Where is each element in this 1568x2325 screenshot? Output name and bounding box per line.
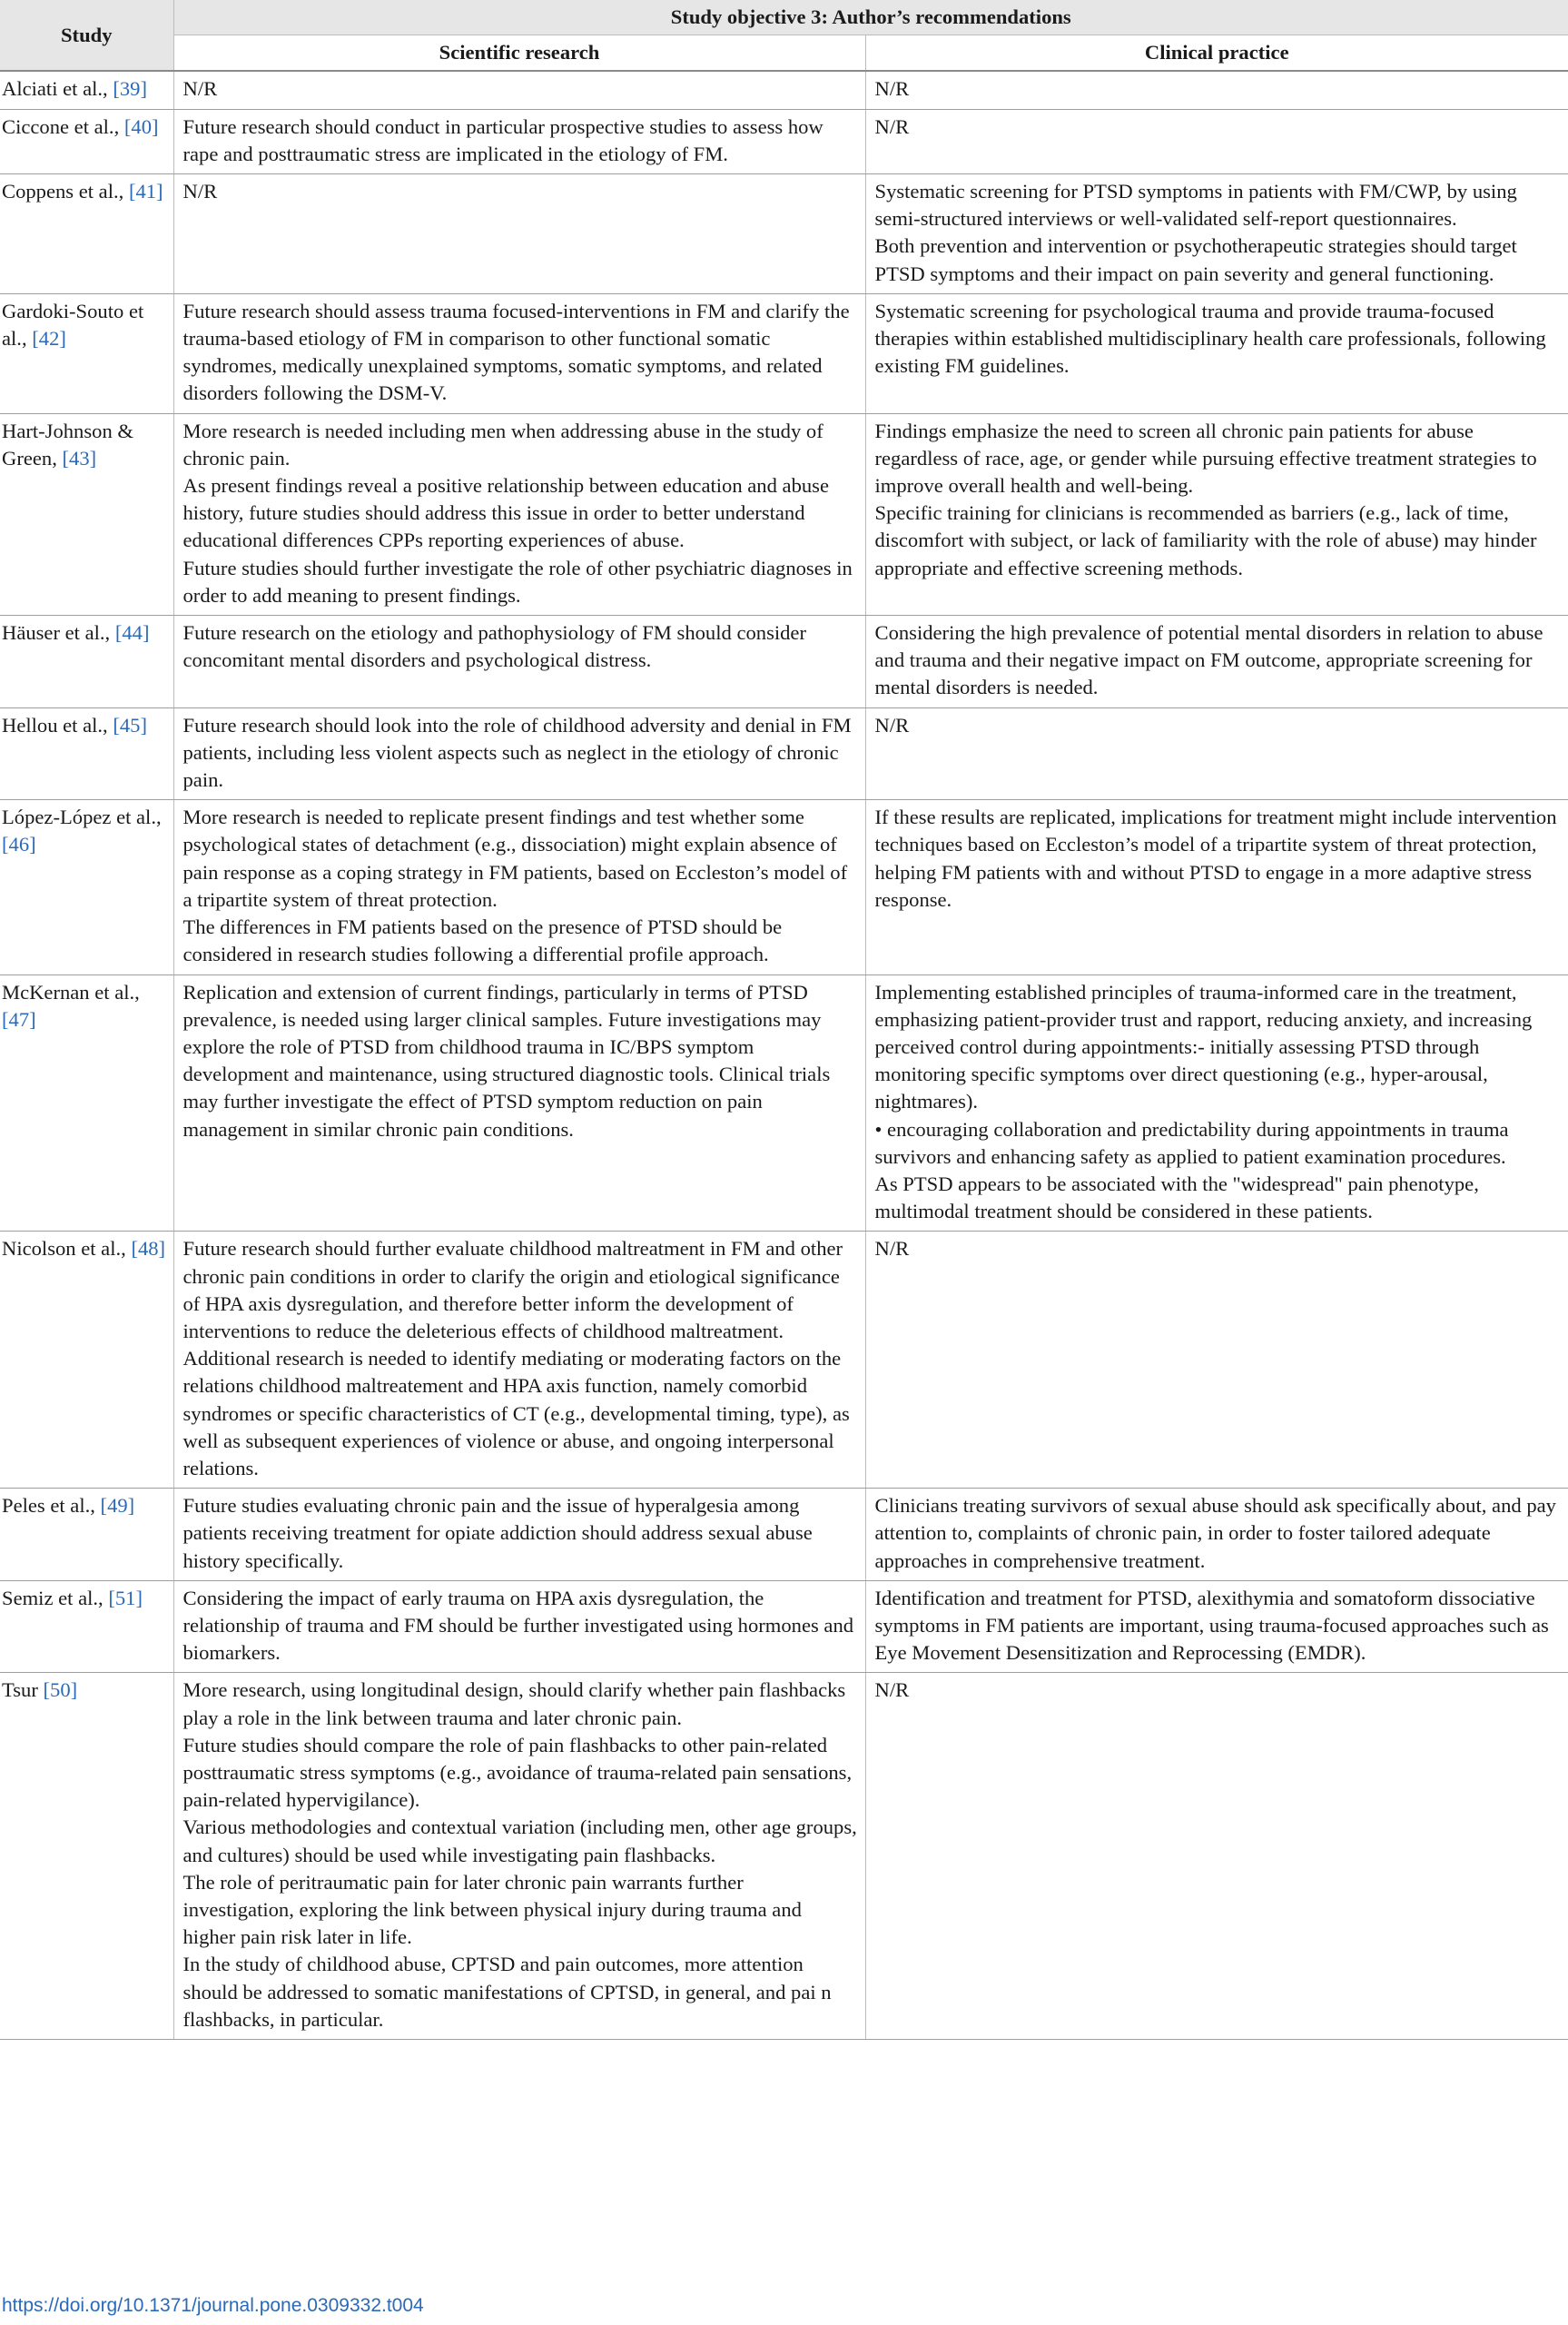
study-cell [0,1580,173,1673]
reference-link[interactable]: [48] [131,1237,166,1261]
recommendation-text: Various methodologies and contextual variation (including men, other age groups, and cultures) should be used while investigating pain flashbacks. [182,1815,857,1866]
scientific-research-cell [173,707,865,800]
study-name: Coppens et al., [2,180,129,203]
study-name: Gardoki-Souto et al., [2,299,144,351]
study-cell [0,1489,173,1581]
study-cell [0,413,173,615]
recommendation-text: Clinicians treating survivors of sexual abuse should ask specifically about, and pay attention to, complaints of chronic pain, in order to foster tailored adequate approaches in comprehensive treatment. [874,1494,1556,1572]
table-row [0,71,1568,109]
reference-link[interactable]: [44] [114,621,150,645]
recommendation-text: Future research should further evaluate childhood maltreatment in FM and other chronic pain conditions in order to clarify the origin and etiological significance of HPA axis dysregulation, and therefore better inform the development of interventions to reduce the deleterious effects of childhood maltreatment. [182,1237,843,1342]
study-name: Hellou et al., [2,713,113,737]
recommendation-text: Replication and extension of current findings, particularly in terms of PTSD prevalence, is needed using larger clinical samples. Future investigations may explore the role of PTSD from childhood trauma in IC/BPS symptom development and maintenance, using structured diagnostic tools. Clinical trials may further investigate the effect of PTSD symptom reduction on pain management in similar chronic pain conditions. [182,980,831,1141]
scientific-research-cell [173,800,865,975]
study-cell [0,800,173,975]
recommendation-text: Considering the high prevalence of potential mental disorders in relation to abuse and trauma and their negative impact on FM outcome, appropriate screening for mental disorders is needed. [874,621,1543,699]
study-name: Nicolson et al., [2,1237,132,1261]
reference-link[interactable]: [39] [113,77,147,101]
study-name: López-López et al., [2,806,162,829]
scientific-research-cell [173,293,865,413]
table-row [0,174,1568,294]
study-cell [0,975,173,1232]
table-row [0,975,1568,1232]
recommendation-text: More research is needed to replicate present findings and test whether some psychological states of detachment (e.g., dissociation) might explain absence of pain response as a coping strategy in FM patients, based on Eccleston’s model of a tripartite system of threat protection. [182,806,848,911]
clinical-practice-header: Clinical practice [865,35,1568,72]
recommendation-text: The role of peritraumatic pain for later chronic pain warrants further investigation, exploring the link between physical injury during trauma and higher pain risk later in life. [182,1870,802,1949]
clinical-practice-cell [865,1489,1568,1581]
clinical-practice-cell [865,1673,1568,2040]
study-name: Semiz et al., [2,1586,109,1609]
clinical-practice-cell [865,616,1568,708]
reference-link[interactable]: [51] [108,1586,143,1609]
table-row [0,1673,1568,2040]
reference-link[interactable]: [43] [62,446,97,470]
reference-link[interactable]: [45] [113,713,148,737]
recommendation-text: Future research should assess trauma focused-interventions in FM and clarify the trauma-based etiology of FM in comparison to other functional somatic syndromes, medically unexplained symptoms, somatic symptoms, and related disorders following the DSM-V. [182,299,850,405]
scientific-research-header: Scientific research [173,35,865,72]
study-cell [0,1232,173,1489]
table-body [0,71,1568,2039]
clinical-practice-cell [865,413,1568,615]
study-cell [0,1673,173,2040]
table-row [0,707,1568,800]
study-cell [0,71,173,109]
recommendation-text: As present findings reveal a positive relationship between education and abuse history, future studies should address this issue in order to better understand educational differences CPPs reporting experiences of abuse. [182,474,829,552]
table-row [0,616,1568,708]
scientific-research-cell [173,109,865,173]
clinical-practice-cell [865,1232,1568,1489]
study-name: Tsur [2,1678,44,1702]
table-row [0,413,1568,615]
table-header [0,0,1568,71]
study-name: Peles et al., [2,1494,101,1518]
study-cell [0,707,173,800]
recommendation-text: N/R [182,77,218,101]
reference-link[interactable]: [41] [128,180,163,203]
study-cell [0,174,173,294]
recommendation-text: Future research on the etiology and pathophysiology of FM should consider concomitant mental disorders and psychological distress. [182,621,806,672]
scientific-research-cell [173,616,865,708]
study-name: Häuser et al., [2,621,115,645]
recommendation-text: If these results are replicated, implications for treatment might include intervention techniques based on Eccleston’s model of a tripartite system of threat protection, helping FM patients with and without PTSD to engage in a more adaptive stress response. [874,806,1557,911]
recommendation-text: As PTSD appears to be associated with the "widespread" pain phenotype, multimodal treatment should be considered in these patients. [874,1172,1479,1223]
study-cell [0,293,173,413]
study-name: Alciati et al., [2,77,113,101]
reference-link[interactable]: [42] [32,327,66,351]
recommendation-text: Both prevention and intervention or psychotherapeutic strategies should target PTSD symptoms and their impact on pain severity and general functioning. [874,234,1517,285]
clinical-practice-cell [865,174,1568,294]
recommendation-text: N/R [182,180,218,203]
study-cell [0,616,173,708]
recommendation-text: • encouraging collaboration and predictability during appointments in trauma survivors and enhancing safety as applied to patient examination procedures. [874,1117,1509,1168]
recommendation-text: Systematic screening for PTSD symptoms in patients with FM/CWP, by using semi-structured interviews or well-validated self-report questionnaires. [874,180,1517,231]
recommendation-text: Future studies evaluating chronic pain and the issue of hyperalgesia among patients receiving treatment for opiate addiction should address sexual abuse history specifically. [182,1494,813,1572]
table-row [0,1232,1568,1489]
clinical-practice-cell [865,800,1568,975]
recommendation-text: Considering the impact of early trauma on HPA axis dysregulation, the relationship of trauma and FM should be further investigated using hormones and biomarkers. [182,1586,854,1665]
recommendation-text: Future research should conduct in particular prospective studies to assess how rape and posttraumatic stress are implicated in the etiology of FM. [182,114,823,165]
reference-link[interactable]: [49] [100,1494,135,1518]
table-row [0,1580,1568,1673]
scientific-research-cell [173,1489,865,1581]
recommendation-text: Additional research is needed to identify mediating or moderating factors on the relations childhood maltreatement and HPA axis function, namely comorbid syndromes or specific characteristics of CT (e.g., developmental timing, type), as well as subsequent experiences of violence or abuse, and ongoing interpersonal relations. [182,1347,850,1479]
scientific-research-cell [173,174,865,294]
recommendation-text: More research, using longitudinal design, should clarify whether pain flashbacks play a role in the link between trauma and later chronic pain. [182,1678,846,1729]
scientific-research-cell [173,1580,865,1673]
recommendation-text: N/R [874,1678,910,1702]
study-cell [0,109,173,173]
reference-link[interactable]: [47] [2,1007,36,1031]
scientific-research-cell [173,413,865,615]
recommendation-text: Future research should look into the role of childhood adversity and denial in FM patients, including less violent aspects such as neglect in the etiology of chronic pain. [182,713,852,792]
clinical-practice-cell [865,71,1568,109]
study-name: Hart-Johnson & Green, [2,419,133,470]
reference-link[interactable]: [46] [2,833,36,856]
study-column-header: Study [0,0,173,71]
recommendation-text: Identification and treatment for PTSD, alexithymia and somatoform dissociative symptoms in FM patients are important, using trauma-focused approaches such as Eye Movement Desensitization and Reprocessing (EMDR). [874,1586,1549,1665]
study-name: Ciccone et al., [2,114,124,138]
recommendation-text: Specific training for clinicians is recommended as barriers (e.g., lack of time, discomfort with subject, or lack of familiarity with the role of abuse) may hinder appropriate and effective screening methods. [874,501,1537,579]
table-row [0,1489,1568,1581]
recommendation-text: More research is needed including men when addressing abuse in the study of chronic pain. [182,419,823,470]
clinical-practice-cell [865,975,1568,1232]
table-row [0,293,1568,413]
recommendation-text: In the study of childhood abuse, CPTSD and pain outcomes, more attention should be addressed to somatic manifestations of CPTSD, in general, and pai n flashbacks, in particular. [182,1953,832,2031]
recommendation-text: Systematic screening for psychological trauma and provide trauma-focused therapies within established multidisciplinary health care professionals, following existing FM guidelines. [874,299,1546,378]
clinical-practice-cell [865,109,1568,173]
clinical-practice-cell [865,707,1568,800]
recommendation-text: N/R [874,114,910,138]
table-row [0,109,1568,173]
clinical-practice-cell [865,1580,1568,1673]
recommendation-text: N/R [874,713,910,737]
recommendation-text: N/R [874,77,910,101]
scientific-research-cell [173,1673,865,2040]
recommendation-text: Future studies should compare the role of pain flashbacks to other pain-related posttraumatic stress symptoms (e.g., avoidance of trauma-related pain sensations, pain-related hypervigilance). [182,1733,853,1812]
recommendation-text: Future studies should further investigate the role of other psychiatric diagnoses in order to add meaning to present findings. [182,556,853,607]
scientific-research-cell [173,975,865,1232]
study-name: McKernan et al., [2,980,140,1004]
reference-link[interactable]: [40] [123,114,159,138]
clinical-practice-cell [865,293,1568,413]
objective-header: Study objective 3: Author’s recommendations [173,0,1568,35]
table-row [0,800,1568,975]
recommendation-text: Implementing established principles of trauma-informed care in the treatment, emphasizing patient-provider trust and rapport, reducing anxiety, and increasing perceived control during appointments:- initially assessing PTSD through monitoring specific symptoms over direct questioning (e.g., hyper-arousal, nightmares). [874,980,1533,1113]
recommendation-text: The differences in FM patients based on the presence of PTSD should be considered in research studies following a differential profile approach. [182,915,783,966]
scientific-research-cell [173,71,865,109]
recommendation-text: Findings emphasize the need to screen all chronic pain patients for abuse regardless of race, age, or gender while pursuing effective treatment strategies to improve overall health and well-being. [874,419,1537,498]
recommendation-text: N/R [874,1237,910,1261]
scientific-research-cell [173,1232,865,1489]
doi-link[interactable]: https://doi.org/10.1371/journal.pone.0309332.t004 [2,2295,424,2316]
reference-link[interactable]: [50] [43,1678,78,1702]
